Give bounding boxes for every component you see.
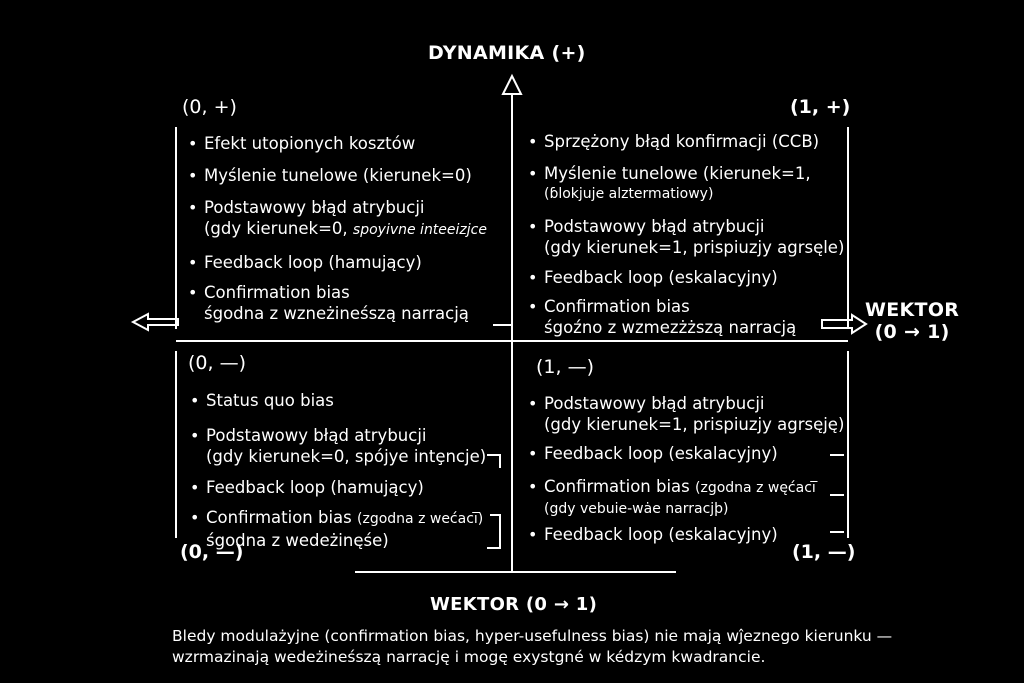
list-item: • Myślenie tunelowe (kierunek=0): [186, 165, 487, 186]
list-item: • Confirmation bias (zgodna z węćaci̅ (gdy vebuie-wȧe narracjþ): [526, 476, 844, 520]
corner-mid-right: (1, —): [536, 356, 594, 378]
list-item: • Podstawowy błąd atrybucji (gdy kierunek=0, spójye intȩncje): [188, 425, 486, 467]
caption-line-1: Bledy modulażyjne (confirmation bias, hyper-usefulness bias) nie mają wĵeznego kierunku —: [172, 627, 893, 645]
axis-bottom-label: WEKTOR (0 → 1): [430, 594, 598, 615]
axis-top-label: DYNAMIKA (+): [428, 42, 586, 64]
list-item: • Podstawowy błąd atrybucji (gdy kierunek=1, prispiuzjy agrsęję): [526, 393, 844, 435]
list-item: • Confirmation bias (zgodna z wećaci̅) śgodna z wedeżinęśe): [188, 507, 486, 551]
corner-mid-left: (0, —): [188, 352, 246, 374]
list-item: • Feedback loop (hamujący): [186, 252, 487, 273]
corner-top-left: (0, +): [182, 96, 237, 118]
list-item: • Efekt utopionych kosztów: [186, 133, 487, 154]
left-arrow-icon: [133, 314, 178, 330]
axis-right-line2: (0 → 1): [874, 321, 950, 343]
corner-top-right: (1, +): [790, 96, 851, 118]
up-arrow-icon: [503, 76, 521, 94]
bl-connector-1: [487, 455, 500, 468]
corner-bottom-right: (1, —): [792, 541, 856, 563]
list-item: • Status quo bias: [188, 390, 486, 411]
list-item: • Myślenie tunelowe (kierunek=1, (ɓlokjuje alztermatiowy): [526, 163, 844, 205]
quadrant-top-right-list: [526, 131, 844, 338]
axis-right-label: [865, 299, 959, 343]
list-item: • Sprzężony błąd konfirmacji (CCB): [526, 131, 844, 152]
list-item: • Podstawowy błąd atrybucji (gdy kierunek=1, prispiuzjy agrsęle): [526, 216, 844, 258]
caption: [172, 626, 892, 668]
list-item: • Feedback loop (hamujący): [188, 477, 486, 498]
axis-right-line1: WEKTOR: [865, 299, 960, 321]
corner-bottom-left: (0, —): [180, 541, 244, 563]
quadrant-bottom-right-list: [526, 393, 844, 545]
list-item: • Feedback loop (eskalacyjny): [526, 443, 844, 464]
caption-line-2: wzrmazinają wedeżineśszą narrację i mogę exystgné w kédzym kwadrancie.: [172, 648, 766, 666]
list-item: • Confirmation bias śgodna z wzneżineśszą narracją: [186, 282, 487, 324]
quadrant-top-left-list: [186, 133, 487, 324]
bl-connector-2: [487, 515, 500, 548]
list-item: • Feedback loop (eskalacyjny): [526, 267, 844, 288]
list-item: • Feedback loop (eskalacyjny): [526, 524, 844, 545]
list-item: • Podstawowy błąd atrybucji (gdy kierunek=0, spoyivne inteeizjce: [186, 197, 487, 241]
list-item: • Confirmation bias śgoźno z wzmezżższą narracją: [526, 296, 844, 338]
quadrant-bottom-left-list: [188, 390, 486, 551]
